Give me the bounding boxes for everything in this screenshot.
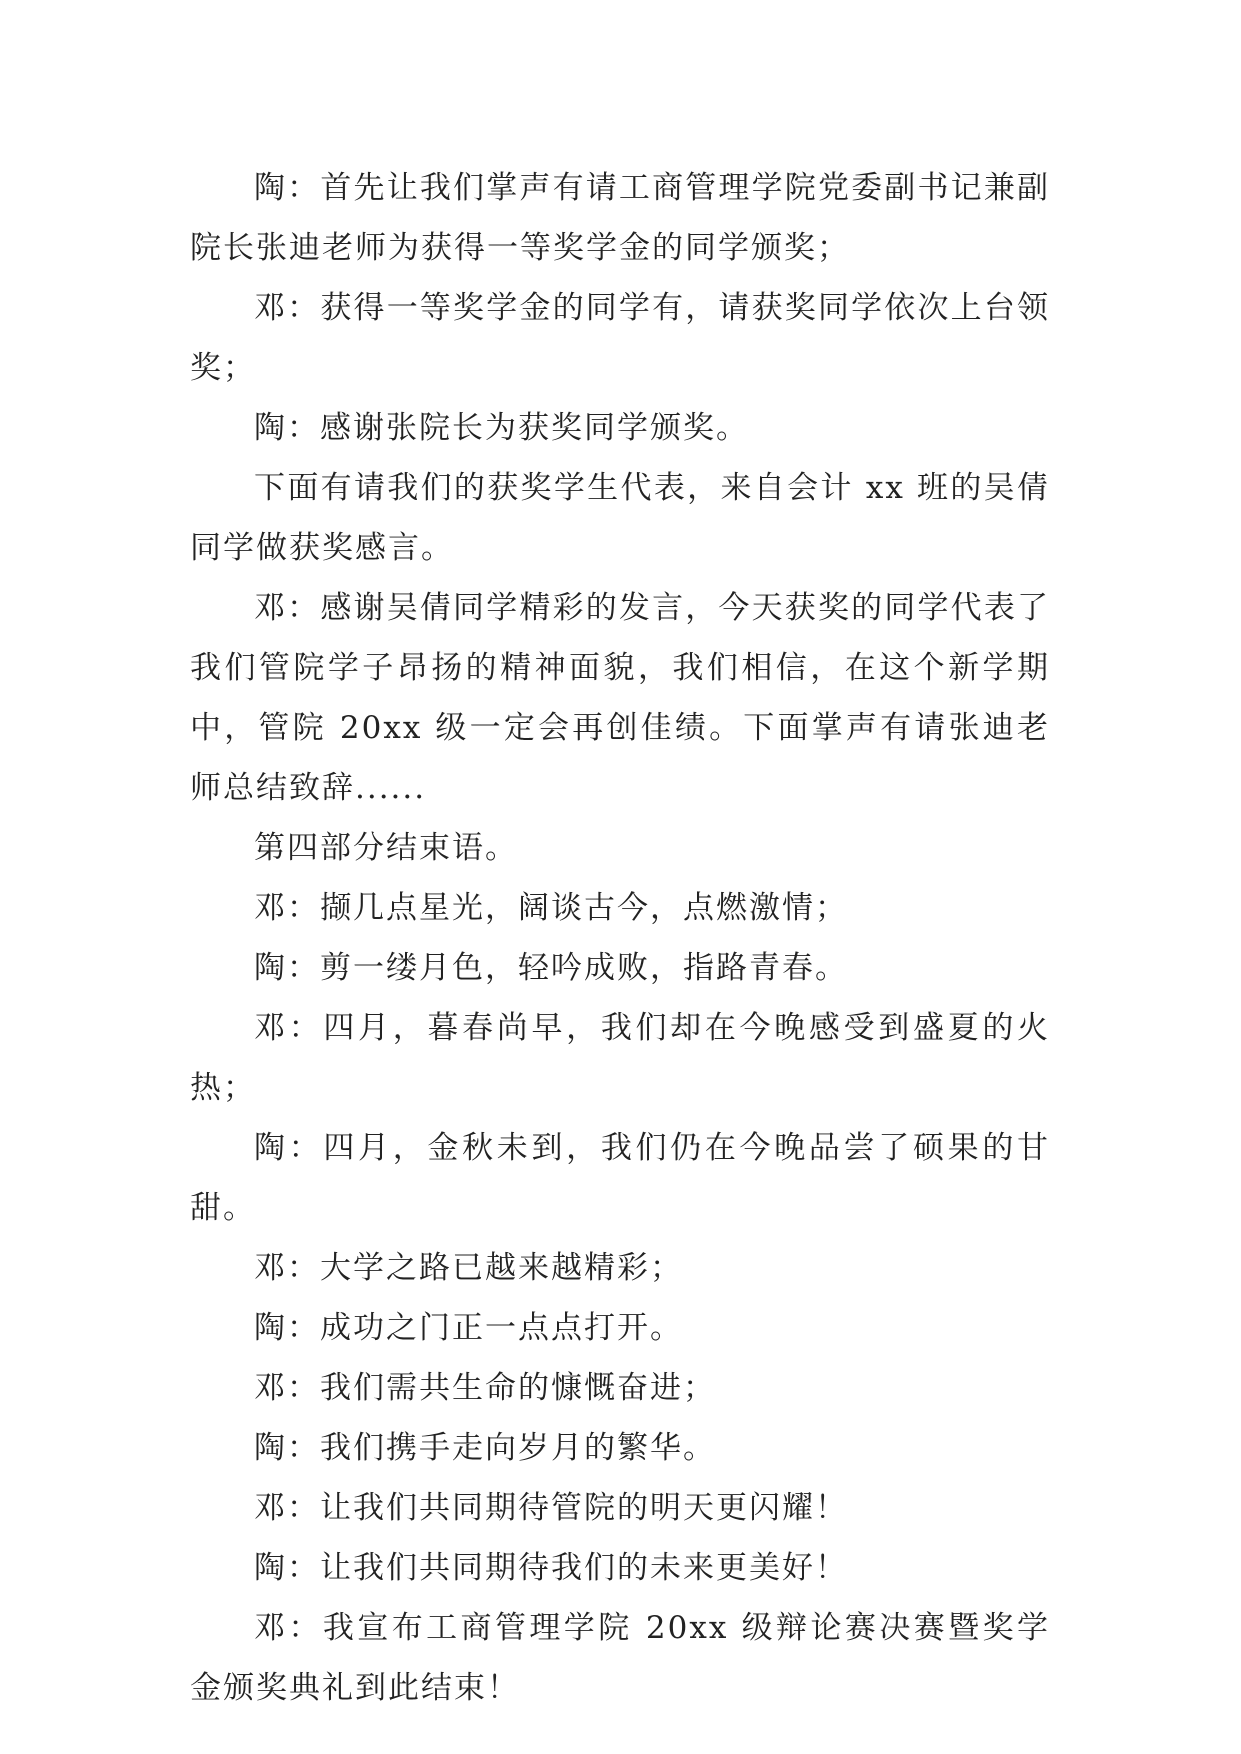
section-heading: 第四部分结束语。 — [254, 830, 518, 866]
paragraph-15: 邓：让我们共同期待管院的明天更闪耀！ — [254, 1490, 848, 1526]
paragraph-2: 邓：获得一等奖学金的同学有，请获奖同学依次上台领奖； — [190, 290, 1050, 386]
paragraph-16: 陶：让我们共同期待我们的未来更美好！ — [254, 1550, 848, 1586]
paragraph-11: 邓：大学之路已越来越精彩； — [254, 1250, 683, 1286]
paragraph-7: 邓：撷几点星光，阔谈古今，点燃激情； — [254, 890, 848, 926]
paragraph-10: 陶：四月，金秋未到，我们仍在今晚品尝了硕果的甘甜。 — [190, 1130, 1050, 1226]
paragraph-4: 下面有请我们的获奖学生代表，来自会计 xx 班的吴倩同学做获奖感言。 — [190, 470, 1050, 566]
paragraph-3: 陶：感谢张院长为获奖同学颁奖。 — [254, 410, 749, 446]
paragraph-8: 陶：剪一缕月色，轻吟成败，指路青春。 — [254, 950, 848, 986]
paragraph-9: 邓：四月，暮春尚早，我们却在今晚感受到盛夏的火热； — [190, 1010, 1050, 1106]
paragraph-17: 邓：我宣布工商管理学院 20xx 级辩论赛决赛暨奖学金颁奖典礼到此结束！ — [190, 1610, 1050, 1706]
paragraph-12: 陶：成功之门正一点点打开。 — [254, 1310, 683, 1346]
paragraph-13: 邓：我们需共生命的慷慨奋进； — [254, 1370, 716, 1406]
paragraph-14: 陶：我们携手走向岁月的繁华。 — [254, 1430, 716, 1466]
document-body — [190, 158, 1050, 1718]
paragraph-1: 陶：首先让我们掌声有请工商管理学院党委副书记兼副院长张迪老师为获得一等奖学金的同学颁奖； — [190, 170, 1050, 266]
paragraph-5: 邓：感谢吴倩同学精彩的发言，今天获奖的同学代表了我们管院学子昂扬的精神面貌，我们相信，在这个新学期中，管院 20xx 级一定会再创佳绩。下面掌声有请张迪老师总结致辞...... — [190, 590, 1050, 806]
